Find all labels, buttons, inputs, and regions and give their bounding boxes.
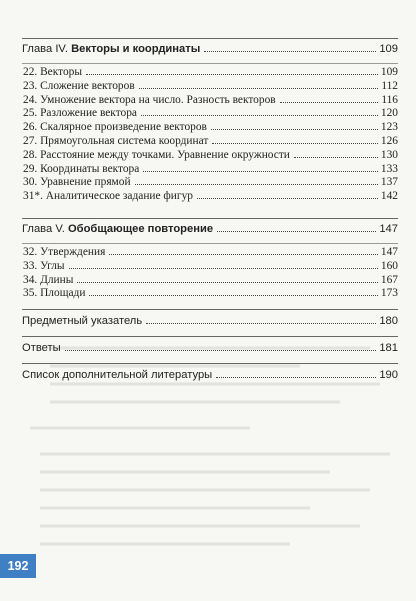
toc-item: 28. Расстояние между точками. Уравнение окружности 130 — [23, 148, 398, 161]
chapter-page: 109 — [379, 43, 398, 55]
chapter-title: Векторы и координаты — [71, 43, 201, 55]
page-number: 192 — [7, 559, 29, 573]
toc-extra-index: Предметный указатель 180 — [22, 309, 398, 332]
toc-item: 35. Площади 173 — [23, 287, 398, 300]
chapter-prefix: Глава V. — [22, 222, 65, 235]
chapter-title: Обобщающее повторение — [67, 222, 214, 235]
chapter-page: 147 — [379, 222, 398, 235]
toc-item: 30. Уравнение прямой 137 — [23, 176, 398, 189]
toc-item: 29. Координаты вектора 133 — [23, 162, 398, 175]
toc-item: 22. Векторы 109 — [23, 66, 398, 78]
toc-item: 26. Скалярное произведение векторов 123 — [23, 121, 398, 134]
chapter-5-items — [22, 243, 398, 301]
leader-dots — [217, 231, 376, 232]
page-number-badge — [0, 554, 36, 578]
chapter-prefix: Глава IV. — [22, 43, 68, 55]
toc-item: 32. Утверждения 147 — [23, 245, 398, 258]
chapter-heading-5 — [22, 218, 398, 240]
leader-dots — [204, 51, 376, 52]
toc-item: 25. Разложение вектора 120 — [23, 107, 398, 120]
toc-item: 33. Углы 160 — [23, 259, 398, 272]
toc-item: 31*. Аналитическое задание фигур 142 — [23, 190, 398, 203]
toc-item: 24. Умножение вектора на число. Разность векторов 116 — [23, 93, 398, 106]
toc-item: 23. Сложение векторов 112 — [23, 79, 398, 92]
toc-extra-answers: Ответы 181 — [22, 336, 398, 359]
toc-item: 27. Прямоугольная система координат 126 — [23, 134, 398, 147]
bleed-through-texture — [0, 328, 416, 558]
chapter-4-items — [22, 63, 398, 204]
toc-extra-literature: Список дополнительной литературы 190 — [22, 363, 398, 386]
chapter-heading-4 — [22, 38, 398, 60]
toc-item: 34. Длины 167 — [23, 273, 398, 286]
